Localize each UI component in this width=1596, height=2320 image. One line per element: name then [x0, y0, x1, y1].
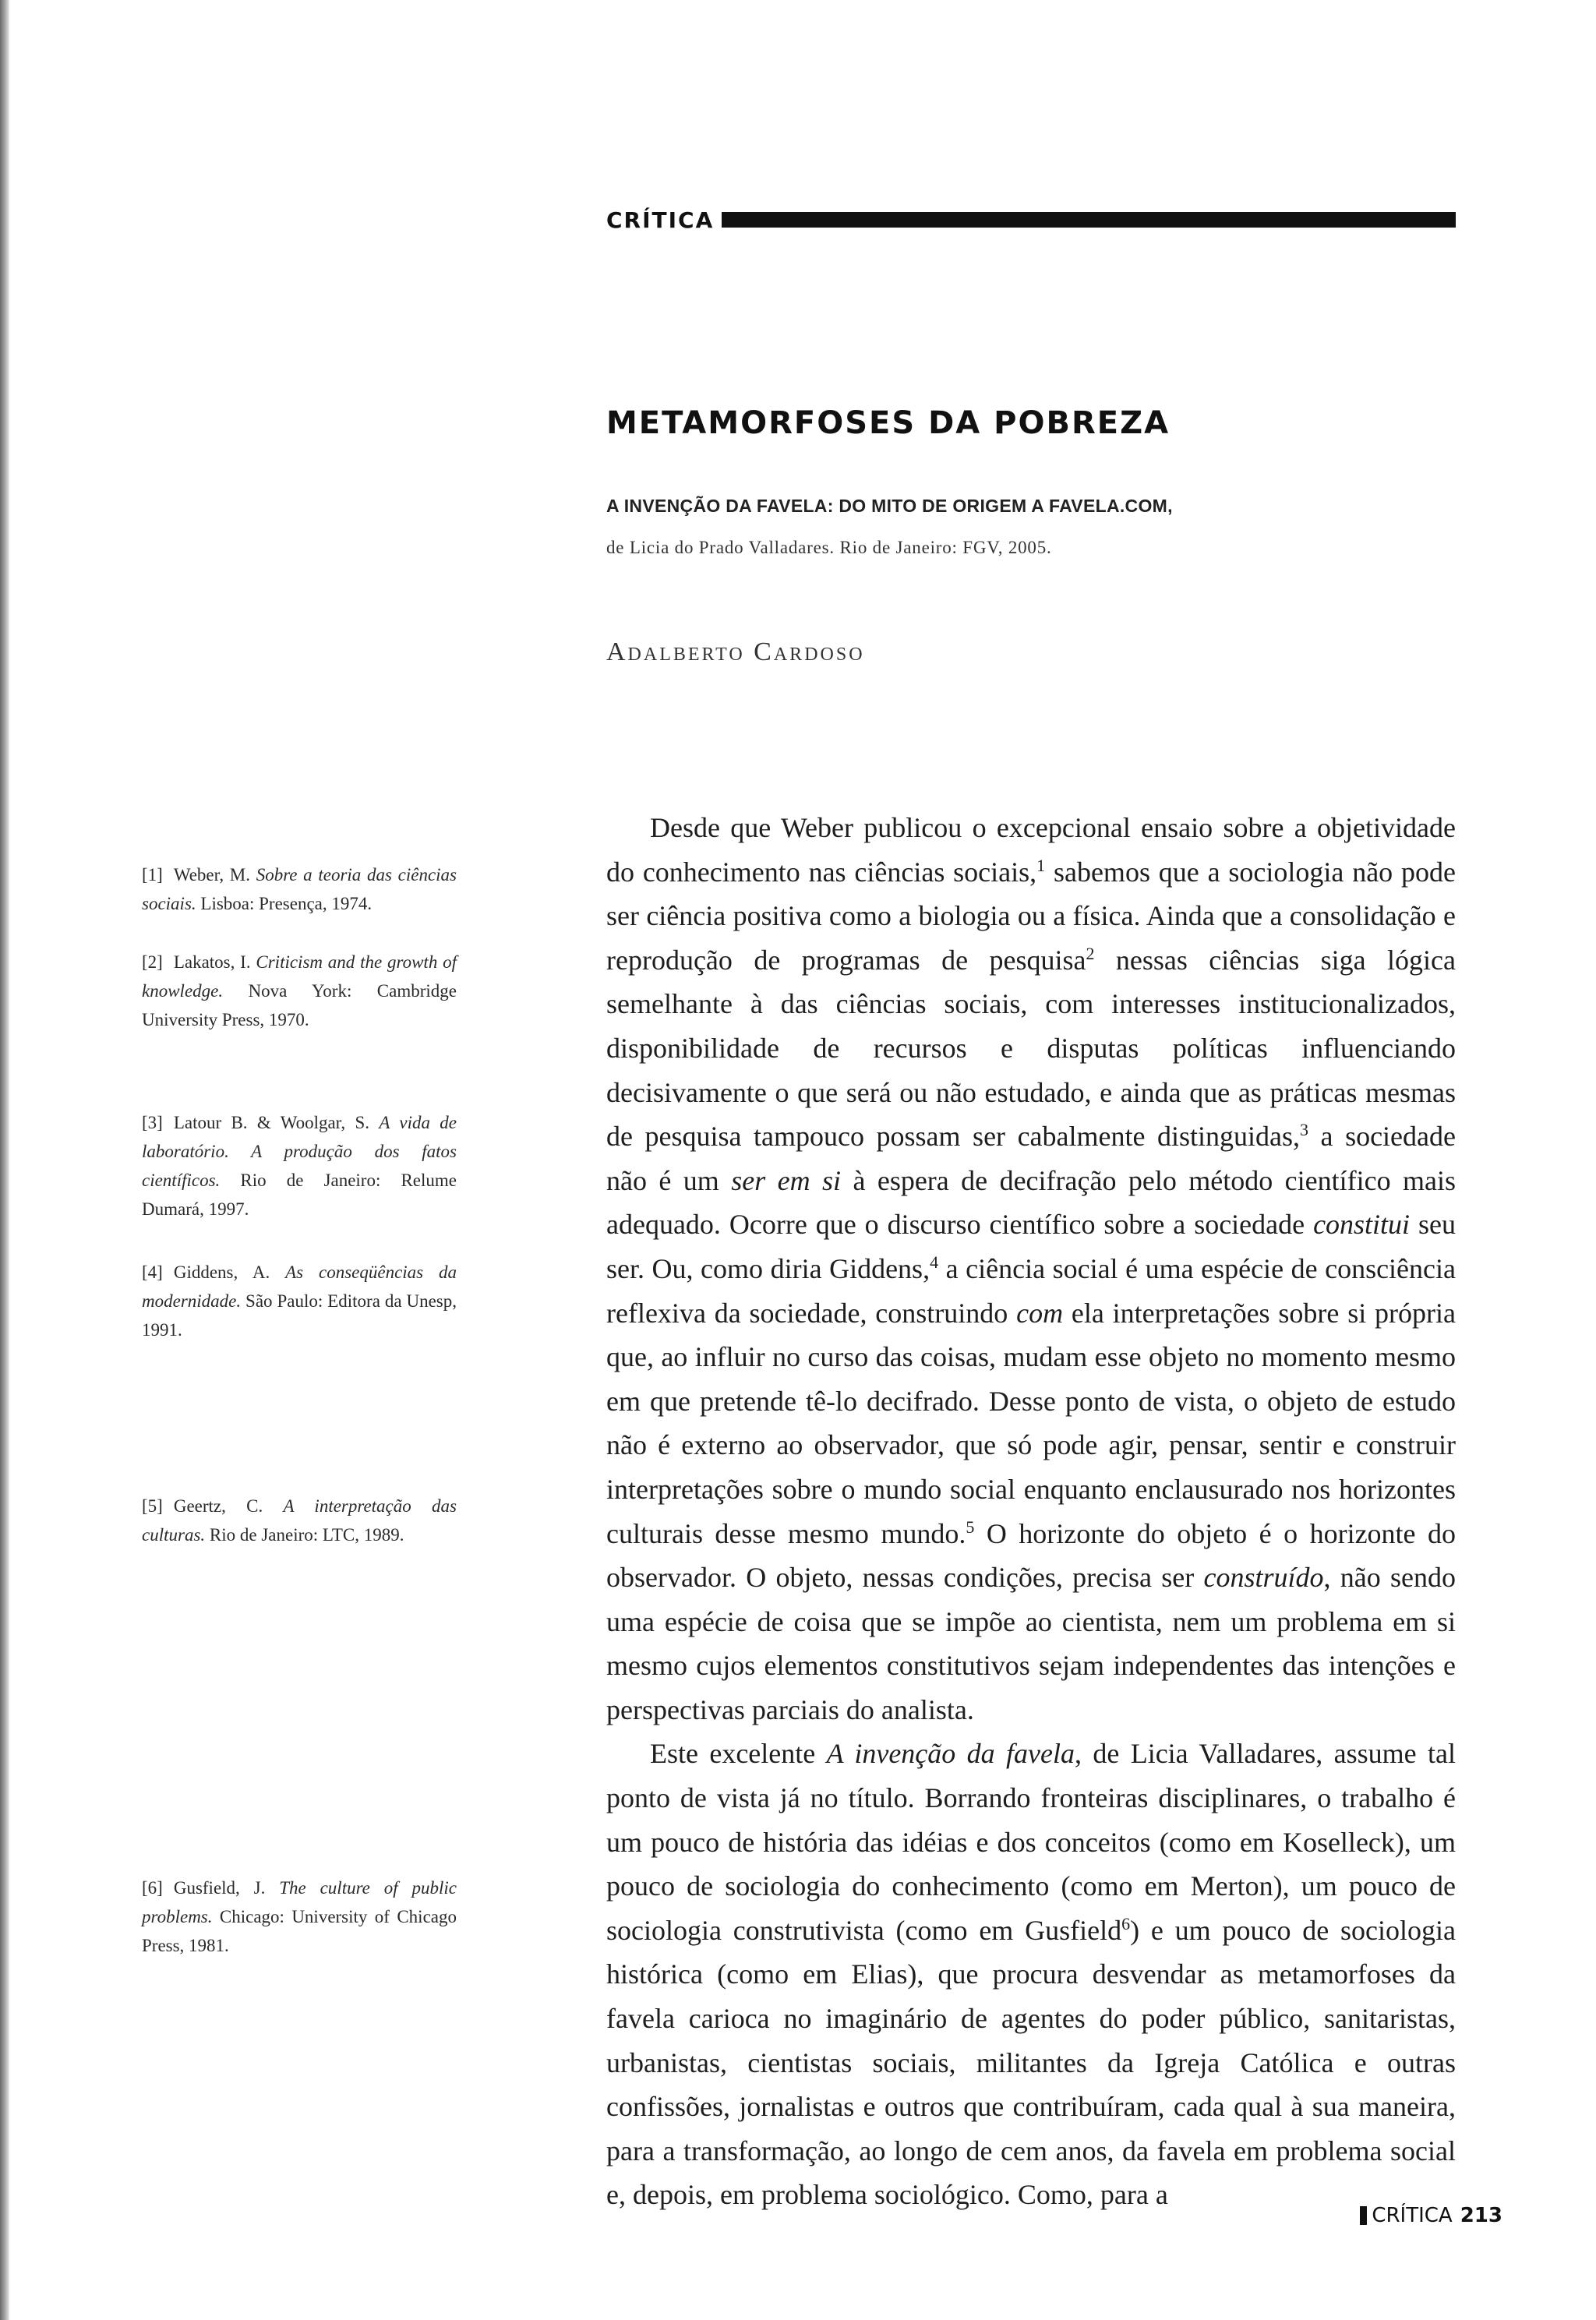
footnote-ref-5: 5: [966, 1517, 975, 1537]
margin-note-6: [6] Gusfield, J. The culture of public problems. Chicago: University of Chicago Press, 1981.: [142, 1878, 457, 1955]
footer-section-label: CRÍTICA: [1372, 2204, 1453, 2227]
article-author: Adalberto Cardoso: [606, 637, 865, 666]
footer-mark: [1360, 2206, 1367, 2225]
reviewed-book-reference: de Licia do Prado Valladares. Rio de Janeiro: FGV, 2005.: [606, 538, 1052, 557]
article-body: [606, 806, 1456, 2217]
footnote-ref-6: 6: [1121, 1913, 1131, 1933]
margin-note-4: [4] Giddens, A. As conseqüências da modernidade. São Paulo: Editora da Unesp, 1991.: [142, 1262, 457, 1340]
section-header: [606, 209, 1456, 231]
margin-note-2: [2] Lakatos, I. Criticism and the growth of knowledge. Nova York: Cambridge University Press, 1970.: [142, 952, 457, 1029]
footnote-ref-4: 4: [930, 1252, 939, 1272]
page-footer: [1360, 2204, 1502, 2227]
page-spine-edge: [0, 0, 9, 2320]
margin-note-3: [3] Latour B. & Woolgar, S. A vida de laboratório. A produção dos fatos científicos. Rio de Janeiro: Relume Dumará, 1997.: [142, 1113, 457, 1219]
section-label: CRÍTICA: [606, 207, 715, 233]
margin-note-5: [5] Geertz, C. A interpretação das culturas. Rio de Janeiro: LTC, 1989.: [142, 1496, 457, 1545]
footnote-ref-3: 3: [1300, 1120, 1309, 1140]
body-paragraph-1: Desde que Weber publicou o excepcional ensaio sobre a objetividade do conhecimento nas ciências sociais,$^1$ sabemos que a sociologia não pode ser ciência positiva como a biologia ou a física. Ainda que a consolidação e reprodução de programas de pesquisa$^2$ nessas ciências siga lógica semelhante à das ciências sociais, com interesses institucionalizados, disponibilidade de recursos e disputas políticas influenciando decisivamente o que será ou não estudado, e ainda que as práticas mesmas de pesquisa tampouco possam ser cabalmente distinguidas,$^3$ a sociedade não é um ser em si à espera de decifração pelo método científico mais adequado. Ocorre que o discurso científico sobre a sociedade constitui seu ser. Ou, como diria Giddens,$^4$ a ciência social é uma espécie de consciência reflexiva da sociedade, construindo com ela interpretações sobre si própria que, ao influir no curso das coisas, mudam esse objeto no momento mesmo em que pretende tê-lo decifrado. Desse ponto de vista, o objeto de estudo não é externo ao observador, que só pode agir, pensar, sentir e construir interpretações sobre o mundo social enquanto enclausurado nos horizontes culturais desse mesmo mundo.$^5$ O horizonte do objeto é o horizonte do observador. O objeto, nessas condições, precisa ser construído, não sendo uma espécie de coisa que se impõe ao cientista, nem um problema em si mesmo cujos elementos constitutivos sejam independentes das intenções e perspectivas parciais do analista.: [606, 812, 1457, 1725]
page-number: 213: [1460, 2204, 1502, 2227]
margin-note-1: [1] Weber, M. Sobre a teoria das ciências sociais. Lisboa: Presença, 1974.: [142, 865, 457, 913]
body-paragraph-2: Este excelente A invenção da favela, de Licia Valladares, assume tal ponto de vista já no título. Borrando fronteiras disciplinares, o trabalho é um pouco de história das idéias e dos conceitos (como em Koselleck), um pouco de sociologia do conhecimento (como em Merton), um pouco de sociologia construtivista (como em Gusfield$^6$) e um pouco de sociologia histórica (como em Elias), que procura desvendar as metamorfoses da favela carioca no imaginário de agentes do poder público, sanitaristas, urbanistas, cientistas sociais, militantes da Igreja Católica e outras confissões, jornalistas e outros que contribuíram, cada qual à sua maneira, para a transformação, ao longo de cem anos, da favela em problema social e, depois, em problema sociológico. Como, para a: [606, 1738, 1457, 2211]
section-rule: [722, 212, 1456, 228]
footnote-ref-2: 2: [1086, 943, 1095, 963]
reviewed-book-title: A INVENÇÃO DA FAVELA: DO MITO DE ORIGEM A FAVELA.COM,: [606, 496, 1173, 516]
article-title: METAMORFOSES DA POBREZA: [606, 405, 1171, 441]
footnote-ref-1: 1: [1036, 855, 1046, 875]
